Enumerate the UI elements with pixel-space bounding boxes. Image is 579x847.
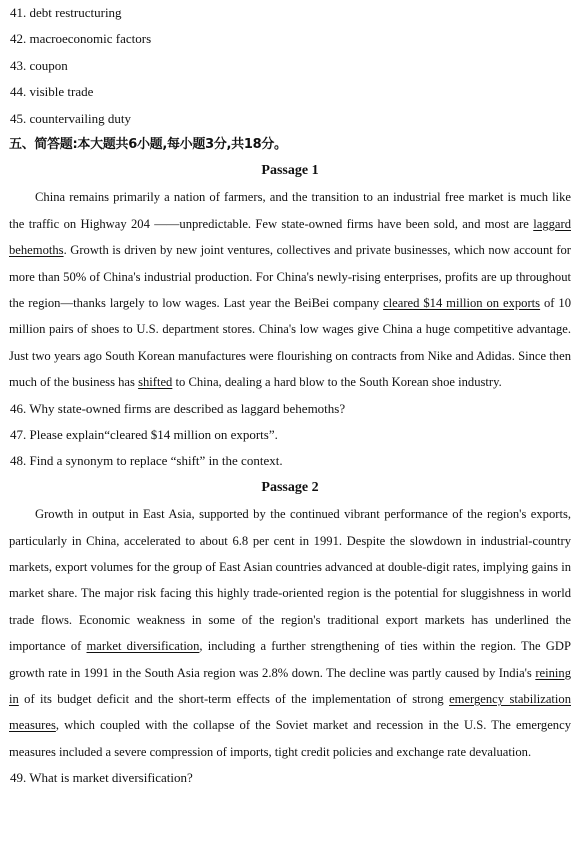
passage-text-segment: of 10 million pairs of shoes to U.S. department stores. China's low wages give China a huge competitive advantage. Just two years ago South Korean manufactures were flourishing on contracts from Nike and Adidas. Since then much of the business has bbox=[9, 295, 572, 390]
passage-1-text bbox=[9, 184, 571, 395]
underlined-term-shifted: shifted bbox=[138, 375, 173, 390]
passage-text-segment: to China, dealing a hard blow to the South Korean shoe industry. bbox=[172, 375, 502, 390]
question-item: 48. Find a synonym to replace “shift” in the context. bbox=[10, 453, 283, 469]
passage-text-segment: , including a further strengthening of ties within the region. The GDP growth rate in 1991 in the South Asia region was 2.8% down. The decline was partly caused by India's bbox=[9, 639, 571, 680]
passage-text-segment: of its budget deficit and the short-term effects of the implementation of strong bbox=[18, 692, 450, 706]
term-item: 45. countervailing duty bbox=[10, 110, 131, 126]
passage-1-questions bbox=[9, 396, 571, 475]
passage-text-segment: China remains primarily a nation of farmers, and the transition to an industrial free market is much like the traffic on Highway 204 ——unpredictable. Few state-owned firms have been sold, and most are bbox=[9, 190, 571, 231]
underlined-term-reining-in: reining in bbox=[9, 665, 571, 706]
underlined-term-emergency-measures: emergency stabilization measures bbox=[9, 692, 571, 733]
passage-2-questions bbox=[9, 765, 571, 791]
term-list bbox=[9, 0, 571, 132]
question-item: 47. Please explain“cleared $14 million on exports”. bbox=[10, 426, 278, 442]
term-item: 43. coupon bbox=[10, 57, 68, 73]
underlined-term-laggard-behemoths: laggard behemoths bbox=[9, 216, 571, 258]
underlined-term-cleared-exports: cleared $14 million on exports bbox=[383, 295, 541, 310]
passage-2-text bbox=[9, 501, 571, 765]
passage-text-segment: Growth in output in East Asia, supported by the continued vibrant performance of the region's exports, particularly in China, accelerated to about 6.8 per cent in 1991. Despite the slowdown in industrial-country markets, export volumes for the group of East Asian countries advanced at double-digit rates, implying gains in market share. The major risk facing this highly trade-oriented region is the potential for sluggishness in world trade flows. Economic weakness in some of the region's traditional export markets has underlined the importance of bbox=[9, 507, 571, 654]
question-item: 49. What is market diversification? bbox=[10, 770, 193, 786]
term-item: 41. debt restructuring bbox=[10, 5, 122, 20]
term-item: 44. visible trade bbox=[10, 84, 94, 100]
passage-text-segment: . Growth is driven by new joint ventures, collectives and private businesses, which now account for more than 50% of China's industrial production. For China's newly-rising enterprises, profits are up throughout the region—thanks largely to low wages. Last year the BeiBei company bbox=[9, 243, 571, 310]
passage-2-title: Passage 2 bbox=[261, 479, 319, 495]
passage-1-title: Passage 1 bbox=[261, 162, 319, 178]
question-item: 46. Why state-owned firms are described as laggard behemoths? bbox=[10, 400, 346, 416]
term-item: 42. macroeconomic factors bbox=[10, 31, 152, 47]
section-heading: 五、简答题:本大题共6小题,每小题3分,共18分。 bbox=[9, 136, 287, 152]
passage-text-segment: , which coupled with the collapse of the Soviet market and recession in the U.S. The emergency measures included a severe compression of imports, tight credit policies and exchange rate devaluation. bbox=[9, 718, 571, 759]
underlined-term-market-diversification: market diversification bbox=[86, 639, 200, 654]
